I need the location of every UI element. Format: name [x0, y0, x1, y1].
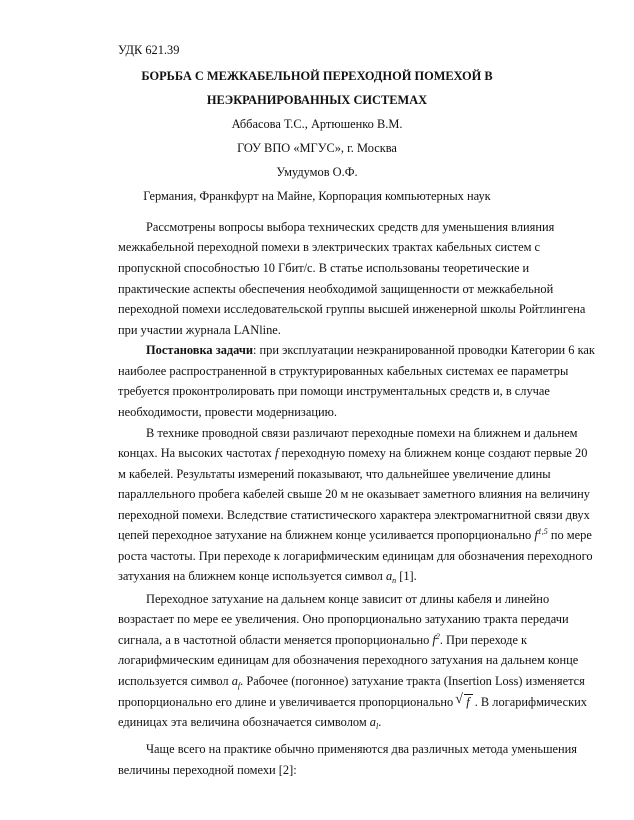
para2-line: м кабелей. Результаты измерений показывают, что дальнейшее увеличение длины	[118, 466, 551, 481]
para4-line: Чаще всего на практике обычно применяются два различных метода уменьшения	[146, 742, 577, 757]
task-line: наиболее распространенной в структурированных кабельных системах ее параметры	[118, 363, 569, 378]
abstract-line: при участии журнала LANline.	[118, 322, 281, 337]
para2-line: переходной помехи. Вследствие статистического характера электромагнитной связи двух	[118, 507, 590, 522]
task-line: Постановка задачи: при эксплуатации неэкранированной проводки Категории 6 как	[146, 343, 595, 358]
udc-code: УДК 621.39	[118, 43, 180, 57]
para2-line: затухания на ближнем конце используется символ $a_n$ [1].	[118, 569, 417, 586]
para3-line: Переходное затухание на дальнем конце зависит от длины кабеля и линейно	[146, 591, 550, 606]
task-line: необходимости, провести модернизацию.	[118, 404, 337, 419]
para3-line: возрастает по мере ее увеличения. Оно пропорционально затуханию тракта передачи	[118, 612, 569, 627]
para3-line: пропорционально его длине и увеличивается пропорционально√ f . В логарифмических	[118, 694, 587, 710]
abstract-line: Рассмотрены вопросы выбора технических средств для уменьшения влияния	[146, 219, 555, 234]
task-label: Постановка задачи	[146, 343, 253, 358]
para2-line: роста частоты. При переходе к логарифмическим единицам для обозначения переходного	[118, 548, 593, 563]
abstract-line: межкабельной переходной помехи в электрических трактах кабельных систем с	[118, 240, 541, 255]
para2-line: В технике проводной связи различают переходные помехи на ближнем и дальнем	[146, 425, 578, 440]
para2-line: цепей переходное затухание на ближнем конце усиливается пропорционально $f^{1,5}$ по мере	[118, 527, 592, 543]
para2-line: концах. На высоких частотах f переходную помеху на ближнем конце создают первые 20	[118, 446, 588, 460]
abstract-line: пропускной способностью 10 Гбит/с. В статье использованы теоретические и	[118, 261, 530, 275]
para3-line: используется символ $a_f$. Рабочее (погонное) затухание тракта (Insertion Loss) изменяется	[118, 673, 585, 690]
para3-line: сигнала, а в частотной области меняется пропорционально $f^2$. При переходе к	[118, 631, 528, 647]
para4-line: величины переходной помехи [2]:	[118, 763, 297, 777]
affiliation-2: Германия, Франкфурт на Майне, Корпорация компьютерных наук	[143, 189, 491, 203]
authors-2: Умудумов О.Ф.	[276, 165, 358, 179]
para2-line: параллельного пробега кабелей свыше 20 м не оказывает заметного влияния на величину	[118, 487, 590, 502]
affiliation-1: ГОУ ВПО «МГУС», г. Москва	[237, 141, 397, 155]
authors-1: Аббасова Т.С., Артюшенко В.М.	[231, 117, 403, 131]
title-line-1: БОРЬБА С МЕЖКАБЕЛЬНОЙ ПЕРЕХОДНОЙ ПОМЕХОЙ В	[141, 69, 493, 83]
sqrt-symbol: √ f	[455, 694, 472, 710]
abstract-line: переходной помехи исследовательской группы высшей инженерной школы Ройтлингена	[118, 302, 586, 317]
task-line: требуется проконтролировать при помощи инструментальных средств и, в случае	[118, 384, 550, 399]
abstract-line: практические аспекты обеспечения необходимой защищенности от межкабельной	[118, 281, 554, 296]
title-line-2: НЕЭКРАНИРОВАННЫХ СИСТЕМАХ	[206, 93, 428, 107]
para3-line: единицах эта величина обозначается символом $a_l$.	[118, 715, 382, 731]
para3-line: логарифмическим единицам для обозначения переходного затухания на дальнем конце	[118, 653, 579, 668]
